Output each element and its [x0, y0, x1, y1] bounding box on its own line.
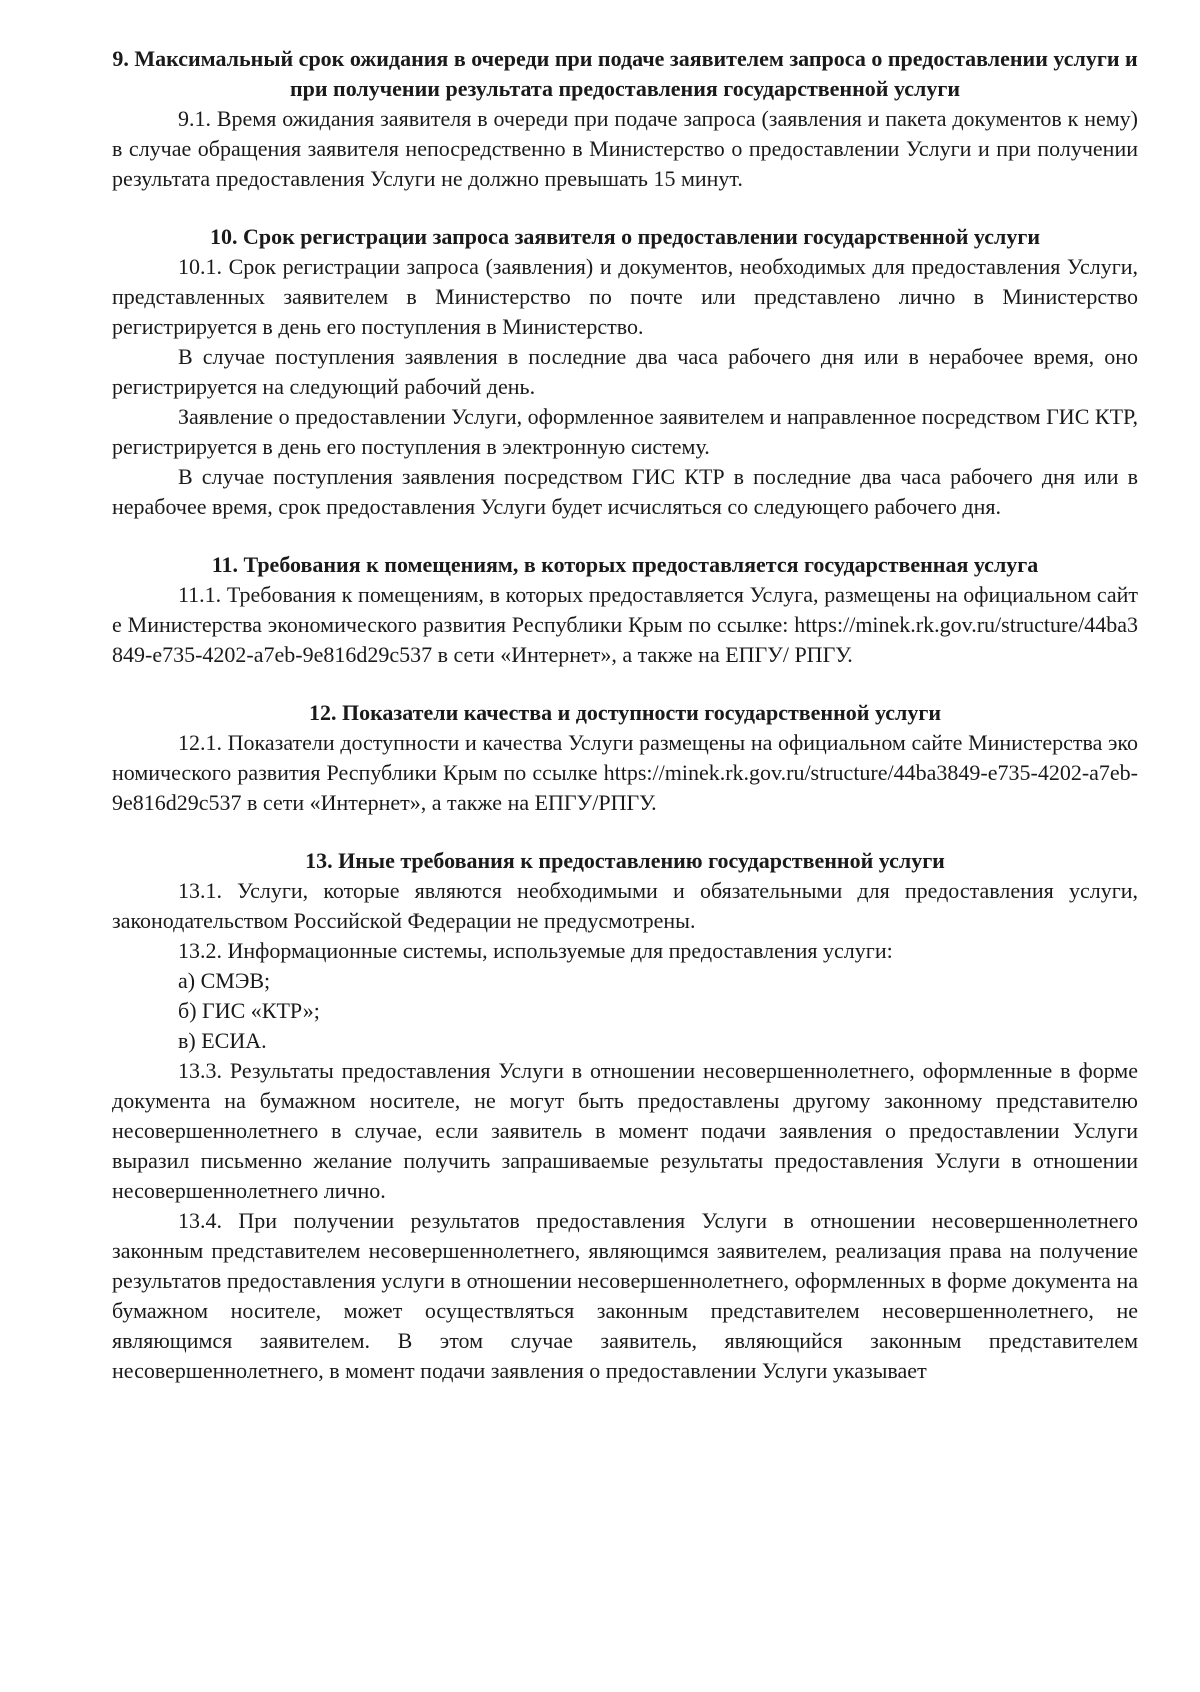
- paragraph: 13.4. При получении результатов предоставления Услуги в отношении несовершеннолетнего законным представителем несовершеннолетнего, являющимся заявителем, реализация права на получение результатов предоставления услуги в отношении несовершеннолетнего, оформленных в форме документа на бумажном носителе, может осуществляться законным представителем несовершеннолетнего, не являющимся заявителем. В этом случае заявитель, являющийся законным представителем несовершеннолетнего, в момент подачи заявления о предоставлении Услуги указывает: [112, 1208, 1138, 1383]
- paragraph: 12.1. Показатели доступности и качества Услуги размещены на официальном сайте Министерства экономического развития Республики Крым по ссылке https://minek.rk.gov.ru/structure/44ba3849-e735-4202-a7eb-9e816d29c537 в сети «Интернет», а также на ЕПГУ/РПГУ.: [112, 730, 1138, 815]
- paragraph: 10.1. Срок регистрации запроса (заявления) и документов, необходимых для предоставления Услуги, представленных заявителем в Министерство по почте или представлено лично в Министерство регистрируется в день его поступления в Министерство.: [112, 254, 1138, 339]
- paragraph: Заявление о предоставлении Услуги, оформленное заявителем и направленное посредством ГИС КТР, регистрируется в день его поступления в электронную систему.: [112, 404, 1138, 459]
- list-item: а) СМЭВ;: [178, 968, 271, 993]
- section-12: [112, 698, 1138, 818]
- paragraph: В случае поступления заявления посредством ГИС КТР в последние два часа рабочего дня или в нерабочее время, срок предоставления Услуги будет исчисляться со следующего рабочего дня.: [112, 464, 1138, 519]
- section-heading: 9. Максимальный срок ожидания в очереди при подаче заявителем запроса о предоставлении услуги и при получении результата предоставления государственной услуги: [112, 46, 1138, 101]
- paragraph: 11.1. Требования к помещениям, в которых предоставляется Услуга, размещены на официальном сайте Министерства экономического развития Республики Крым по ссылке: https://minek.rk.gov.ru/structure/44ba3849-e735-4202-a7eb-9e816d29c537 в сети «Интернет», а также на ЕПГУ/ РПГУ.: [112, 582, 1138, 667]
- section-heading: 11. Требования к помещениям, в которых предоставляется государственная услуга: [211, 552, 1039, 577]
- paragraph: 13.3. Результаты предоставления Услуги в отношении несовершеннолетнего, оформленные в форме документа на бумажном носителе, не могут быть предоставлены другому законному представителю несовершеннолетнего в случае, если заявитель в момент подачи заявления о предоставлении Услуги выразил письменно желание получить запрашиваемые результаты предоставления Услуги в отношении несовершеннолетнего лично.: [112, 1058, 1138, 1203]
- paragraph: 9.1. Время ожидания заявителя в очереди при подаче запроса (заявления и пакета документов к нему) в случае обращения заявителя непосредственно в Министерство о предоставлении Услуги и при получении результата предоставления Услуги не должно превышать 15 минут.: [112, 106, 1138, 191]
- list-item: б) ГИС «КТР»;: [178, 998, 320, 1023]
- section-11: [112, 550, 1138, 670]
- paragraph: 13.1. Услуги, которые являются необходимыми и обязательными для предоставления услуги, законодательством Российской Федерации не предусмотрены.: [112, 878, 1138, 933]
- section-heading: 12. Показатели качества и доступности государственной услуги: [308, 700, 942, 725]
- paragraph: В случае поступления заявления в последние два часа рабочего дня или в нерабочее время, оно регистрируется на следующий рабочий день.: [112, 344, 1138, 399]
- paragraph: 13.2. Информационные системы, используемые для предоставления услуги:: [178, 938, 893, 963]
- section-heading: 10. Срок регистрации запроса заявителя о предоставлении государственной услуги: [210, 224, 1040, 249]
- section-13: [112, 846, 1138, 1386]
- list-item: в) ЕСИА.: [178, 1028, 267, 1053]
- section-heading: 13. Иные требования к предоставлению государственной услуги: [305, 848, 945, 873]
- section-10: [112, 222, 1138, 522]
- section-9: [112, 44, 1138, 194]
